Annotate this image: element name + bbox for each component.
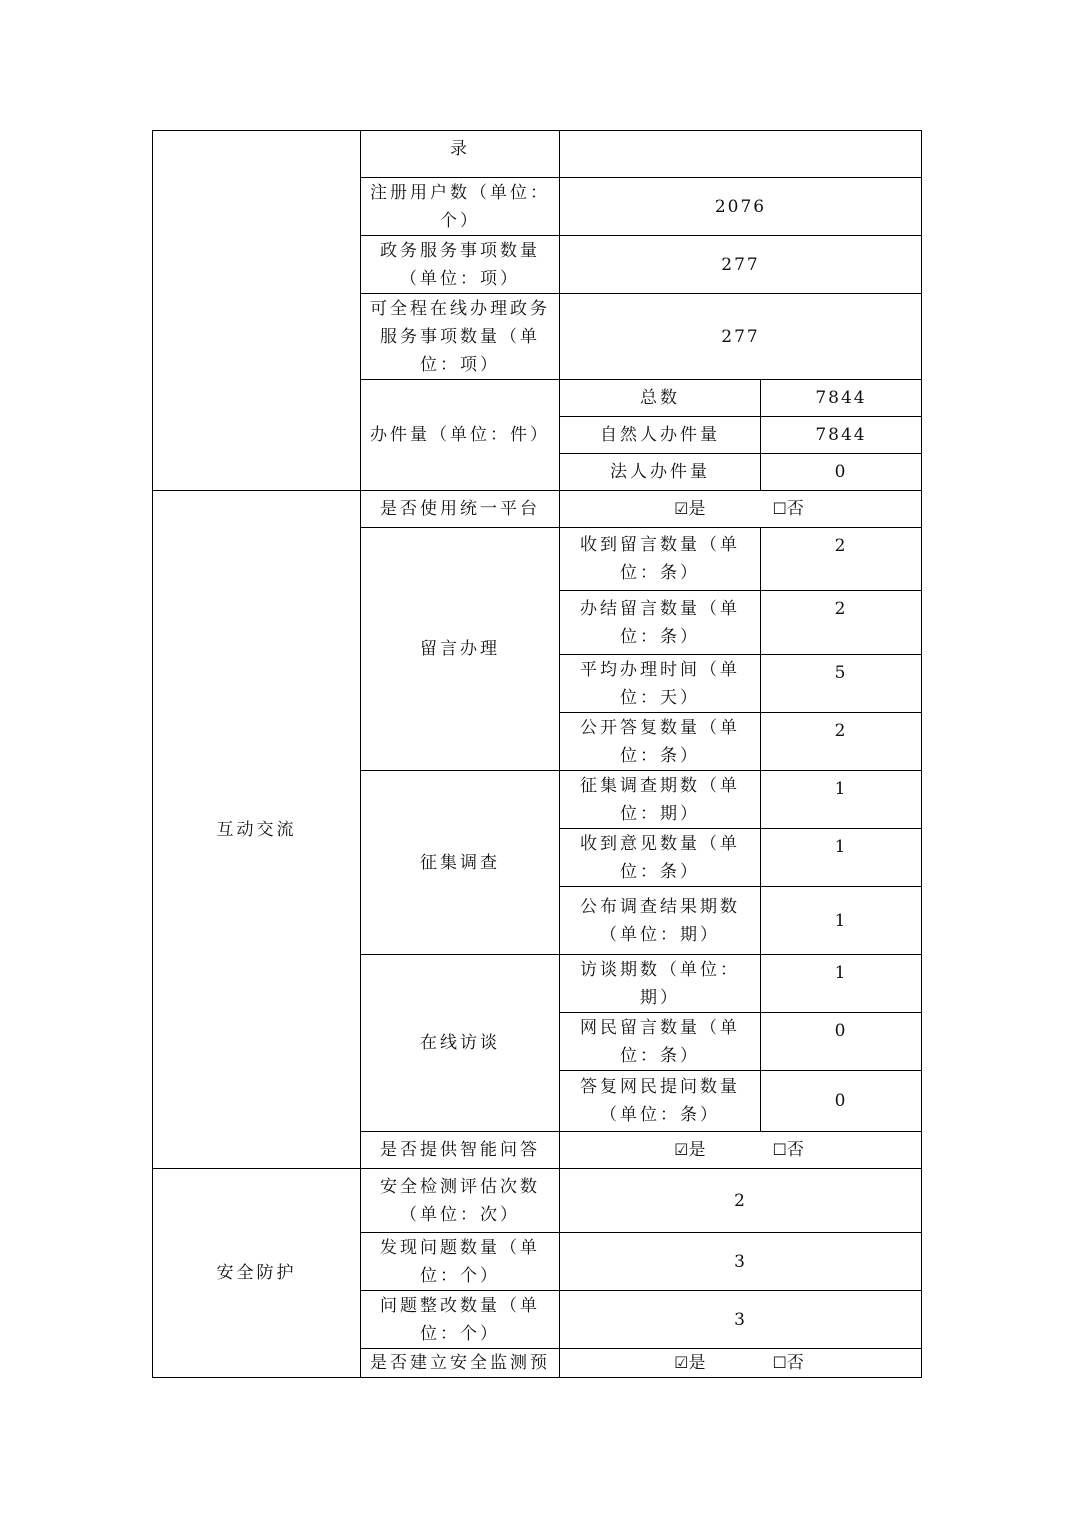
row-value: 3: [560, 1291, 922, 1349]
sub-label: 法人办件量: [560, 454, 761, 491]
option-no[interactable]: [773, 1136, 807, 1164]
empty-box-icon[interactable]: ☐: [772, 1353, 787, 1372]
category-cell-empty: [153, 131, 361, 491]
row-value: 277: [560, 236, 922, 294]
empty-box-icon[interactable]: ☐: [772, 1140, 787, 1159]
row-label: 是否建立安全监测预: [361, 1349, 560, 1378]
sub-value: 0: [761, 1013, 922, 1071]
sub-label: 征集调查期数（单位：期）: [560, 771, 761, 829]
checked-box-icon[interactable]: ☑: [674, 499, 689, 518]
zhengji-label: 征集调查: [361, 771, 560, 955]
yes-no-cell: [560, 491, 922, 528]
checked-box-icon[interactable]: ☑: [674, 1353, 689, 1372]
row-label: 是否使用统一平台: [361, 491, 560, 528]
sub-value: 1: [761, 955, 922, 1013]
sub-label: 答复网民提问数量（单位：条）: [560, 1071, 761, 1132]
yes-no-cell: [560, 1132, 922, 1169]
checked-box-icon[interactable]: ☑: [674, 1140, 689, 1159]
banjian-label: 办件量（单位：件）: [361, 380, 560, 491]
sub-label: 公开答复数量（单位：条）: [560, 713, 761, 771]
sub-label: 总数: [560, 380, 761, 417]
option-yes-label: 是: [688, 1140, 709, 1160]
row-label: 政务服务事项数量（单位：项）: [361, 236, 560, 294]
option-yes[interactable]: [674, 1136, 708, 1164]
empty-box-icon[interactable]: ☐: [772, 499, 787, 518]
category-hudong: 互动交流: [153, 491, 361, 1169]
liuyan-label: 留言办理: [361, 528, 560, 771]
option-yes[interactable]: [674, 495, 708, 523]
row-label: 可全程在线办理政务服务事项数量（单位：项）: [361, 294, 560, 380]
sub-value: 7844: [761, 380, 922, 417]
sub-value: 7844: [761, 417, 922, 454]
row-label: 问题整改数量（单位：个）: [361, 1291, 560, 1349]
sub-value: 0: [761, 1071, 922, 1132]
option-yes-label: 是: [688, 499, 709, 519]
category-anquan: 安全防护: [153, 1169, 361, 1378]
sub-value: 1: [761, 829, 922, 887]
row-value: 3: [560, 1233, 922, 1291]
sub-label: 公布调查结果期数（单位：期）: [560, 887, 761, 955]
option-no-label: 否: [786, 499, 807, 519]
row-label: 是否提供智能问答: [361, 1132, 560, 1169]
row-label: 注册用户数（单位：个）: [361, 178, 560, 236]
option-yes[interactable]: [674, 1350, 708, 1376]
row-value: 277: [560, 294, 922, 380]
sub-label: 自然人办件量: [560, 417, 761, 454]
option-yes-label: 是: [688, 1353, 709, 1373]
row-security-checks: [153, 1169, 922, 1233]
row-label: 安全检测评估次数（单位：次）: [361, 1169, 560, 1233]
sub-label: 访谈期数（单位：期）: [560, 955, 761, 1013]
row-value: 2: [560, 1169, 922, 1233]
sub-value: 5: [761, 655, 922, 713]
sub-value: 2: [761, 713, 922, 771]
sub-value: 1: [761, 771, 922, 829]
sub-value: 2: [761, 528, 922, 591]
option-no-label: 否: [786, 1140, 807, 1160]
sub-label: 办结留言数量（单位：条）: [560, 591, 761, 655]
row-label: 发现问题数量（单位：个）: [361, 1233, 560, 1291]
option-no-label: 否: [786, 1353, 807, 1373]
sub-label: 平均办理时间（单位：天）: [560, 655, 761, 713]
sub-value: 2: [761, 591, 922, 655]
option-no[interactable]: [773, 1350, 807, 1376]
sub-label: 收到意见数量（单位：条）: [560, 829, 761, 887]
row-label: 录: [361, 131, 560, 178]
sub-value: 1: [761, 887, 922, 955]
row-unified-platform: [153, 491, 922, 528]
sub-label: 网民留言数量（单位：条）: [560, 1013, 761, 1071]
row-value: 2076: [560, 178, 922, 236]
yes-no-cell: [560, 1349, 922, 1378]
row-value: [560, 131, 922, 178]
sub-label: 收到留言数量（单位：条）: [560, 528, 761, 591]
fangtan-label: 在线访谈: [361, 955, 560, 1132]
row-lu: [153, 131, 922, 178]
report-table: [152, 130, 922, 1378]
sub-value: 0: [761, 454, 922, 491]
option-no[interactable]: [773, 495, 807, 523]
